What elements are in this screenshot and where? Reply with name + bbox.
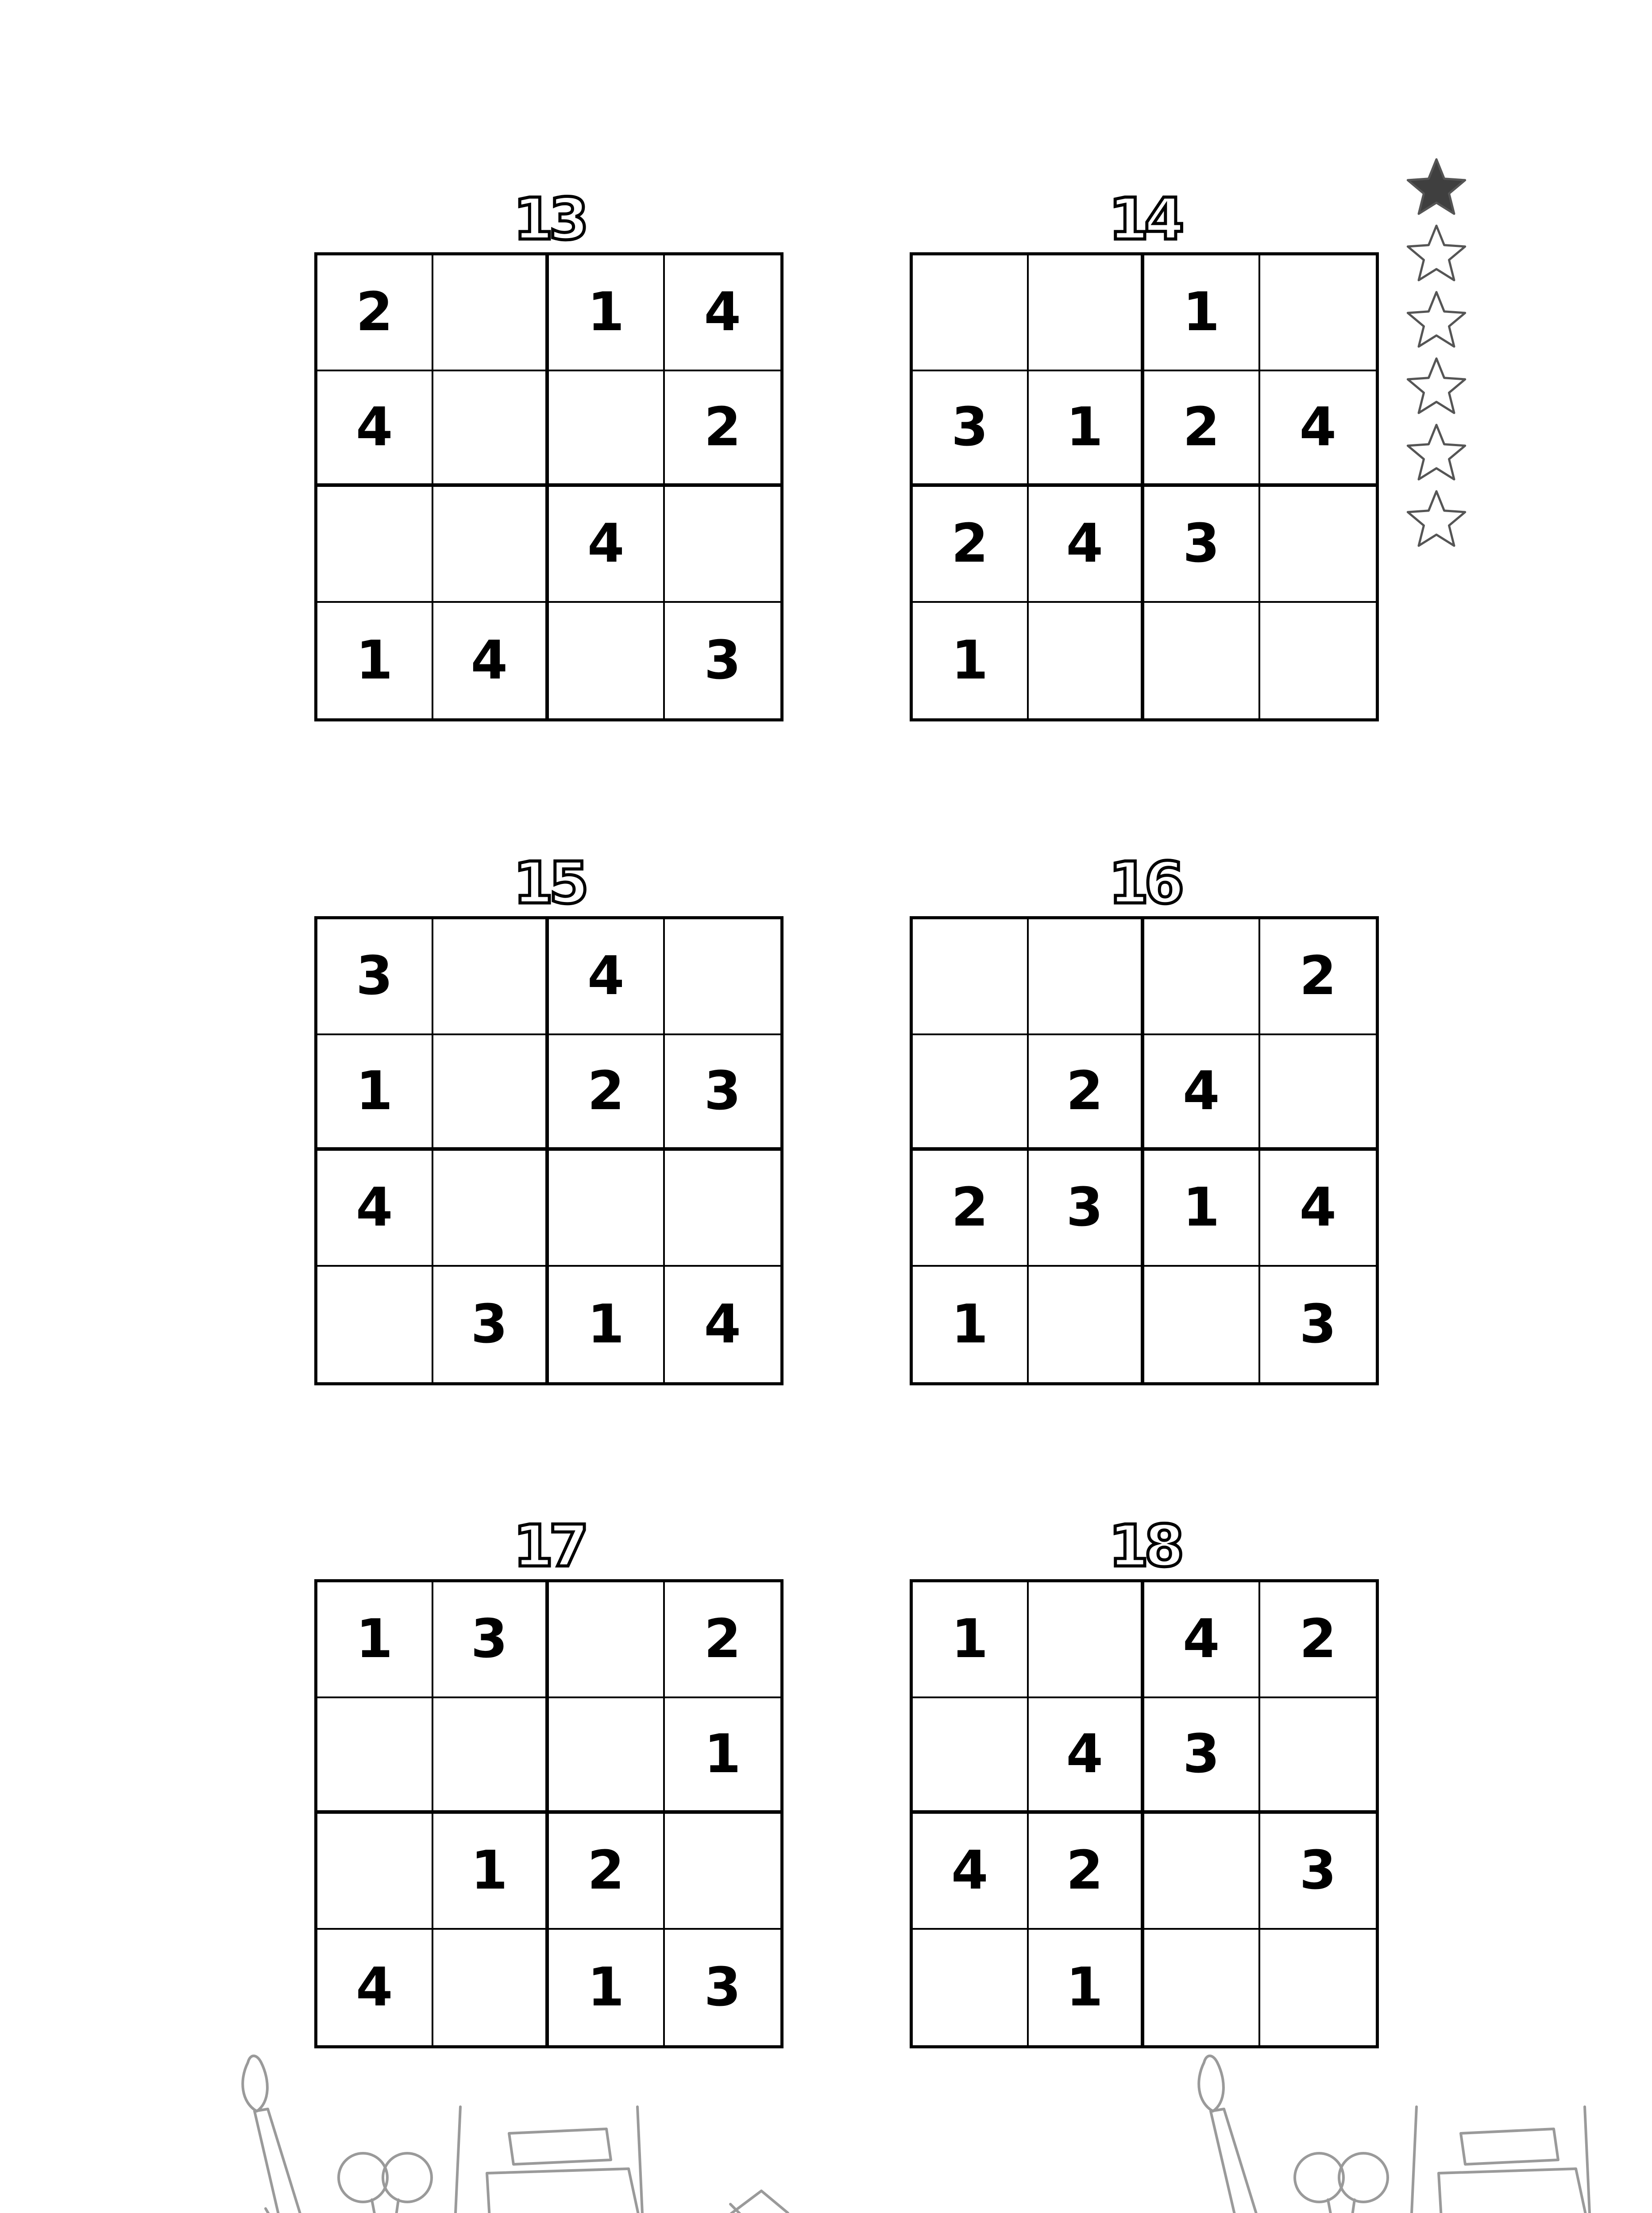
grid-cell[interactable] (317, 1814, 433, 1930)
grid-cell[interactable] (317, 487, 433, 603)
sudoku-grid (910, 252, 1379, 721)
grid-cell[interactable] (433, 371, 549, 487)
puzzle-number: 18 (1108, 1512, 1180, 1580)
grid-cell[interactable] (433, 1151, 549, 1267)
grid-cell[interactable] (433, 1035, 549, 1151)
puzzle-18 (910, 1512, 1379, 2048)
grid-cell[interactable] (1260, 487, 1376, 603)
star-empty-icon (1403, 354, 1470, 420)
grid-cell[interactable] (433, 1698, 549, 1814)
grid-cell[interactable] (1260, 1698, 1376, 1814)
grid-cell[interactable]: 4 (1260, 1151, 1376, 1267)
grid-cell[interactable]: 4 (317, 1930, 433, 2046)
grid-cell[interactable]: 1 (913, 1582, 1029, 1698)
grid-cell[interactable] (1029, 919, 1145, 1035)
puzzle-number: 16 (1108, 849, 1180, 917)
grid-cell[interactable] (665, 487, 781, 603)
grid-cell[interactable]: 2 (549, 1035, 665, 1151)
grid-cell[interactable] (549, 1698, 665, 1814)
puzzle-15 (314, 849, 784, 1385)
grid-cell[interactable] (1260, 1035, 1376, 1151)
puzzle-number: 13 (513, 185, 585, 253)
grid-cell[interactable] (665, 919, 781, 1035)
grid-cell[interactable] (665, 1814, 781, 1930)
grid-cell[interactable]: 2 (913, 1151, 1029, 1267)
grid-cell[interactable]: 4 (1029, 487, 1145, 603)
grid-cell[interactable]: 3 (1144, 1698, 1260, 1814)
star-filled-icon (1403, 155, 1470, 221)
puzzle-17 (314, 1512, 784, 2048)
grid-cell[interactable] (1260, 603, 1376, 719)
grid-cell[interactable]: 2 (317, 255, 433, 371)
grid-cell[interactable] (1260, 255, 1376, 371)
grid-cell[interactable] (913, 1035, 1029, 1151)
grid-cell[interactable] (1144, 603, 1260, 719)
grid-cell[interactable]: 1 (913, 603, 1029, 719)
grid-cell[interactable]: 4 (665, 1267, 781, 1383)
puzzle-16 (910, 849, 1379, 1385)
star-empty-icon (1403, 221, 1470, 288)
grid-cell[interactable] (1144, 1930, 1260, 2046)
grid-cell[interactable]: 2 (913, 487, 1029, 603)
grid-cell[interactable] (913, 919, 1029, 1035)
grid-cell[interactable]: 2 (665, 371, 781, 487)
grid-cell[interactable]: 4 (549, 919, 665, 1035)
grid-cell[interactable] (433, 1930, 549, 2046)
grid-cell[interactable]: 2 (665, 1582, 781, 1698)
grid-cell[interactable]: 3 (665, 1930, 781, 2046)
grid-cell[interactable]: 1 (1144, 1151, 1260, 1267)
sudoku-grid (314, 916, 784, 1385)
grid-cell[interactable]: 3 (1260, 1267, 1376, 1383)
grid-cell[interactable] (1029, 1582, 1145, 1698)
grid-cell[interactable] (1144, 919, 1260, 1035)
difficulty-rating (1403, 155, 1474, 553)
grid-cell[interactable] (913, 1930, 1029, 2046)
puzzle-14 (910, 185, 1379, 721)
grid-cell[interactable] (1144, 1267, 1260, 1383)
grid-cell[interactable]: 3 (665, 603, 781, 719)
grid-cell[interactable]: 1 (317, 1582, 433, 1698)
grid-cell[interactable]: 4 (549, 487, 665, 603)
paintbrush-icon (243, 2056, 305, 2213)
sudoku-grid (314, 1579, 784, 2048)
grid-cell[interactable]: 1 (433, 1814, 549, 1930)
sudoku-grid (314, 252, 784, 721)
grid-cell[interactable] (1029, 1267, 1145, 1383)
grid-cell[interactable]: 4 (913, 1814, 1029, 1930)
scissors-icon (1295, 2153, 1388, 2213)
grid-cell[interactable]: 3 (1260, 1814, 1376, 1930)
grid-cell[interactable] (1029, 255, 1145, 371)
sudoku-grid (910, 916, 1379, 1385)
grid-cell[interactable]: 2 (1029, 1035, 1145, 1151)
grid-cell[interactable]: 2 (549, 1814, 665, 1930)
grid-cell[interactable]: 4 (1029, 1698, 1145, 1814)
grid-cell[interactable] (317, 1698, 433, 1814)
grid-cell[interactable] (665, 1151, 781, 1267)
grid-cell[interactable]: 3 (665, 1035, 781, 1151)
grid-cell[interactable]: 2 (1144, 371, 1260, 487)
grid-cell[interactable]: 1 (549, 255, 665, 371)
grid-cell[interactable] (549, 371, 665, 487)
grid-cell[interactable]: 3 (433, 1267, 549, 1383)
grid-cell[interactable]: 3 (1144, 487, 1260, 603)
star-empty-icon (1403, 487, 1470, 553)
grid-cell[interactable]: 1 (665, 1698, 781, 1814)
grid-cell[interactable] (549, 1582, 665, 1698)
grid-cell[interactable]: 3 (433, 1582, 549, 1698)
grid-cell[interactable] (913, 1698, 1029, 1814)
grid-cell[interactable] (317, 1267, 433, 1383)
grid-cell[interactable]: 4 (317, 1151, 433, 1267)
grid-cell[interactable]: 2 (1260, 919, 1376, 1035)
grid-cell[interactable] (1144, 1814, 1260, 1930)
grid-cell[interactable] (1260, 1930, 1376, 2046)
grid-cell[interactable]: 4 (1144, 1035, 1260, 1151)
grid-cell[interactable]: 4 (1260, 371, 1376, 487)
grid-cell[interactable]: 1 (317, 1035, 433, 1151)
sudoku-grid (910, 1579, 1379, 2048)
school-supplies-decoration (0, 2045, 1652, 2213)
grid-cell[interactable]: 4 (433, 603, 549, 719)
grid-cell[interactable] (549, 603, 665, 719)
grid-cell[interactable] (433, 255, 549, 371)
puzzle-13 (314, 185, 784, 721)
backpack-icon (443, 2107, 655, 2213)
stapler-icon (708, 2191, 788, 2213)
grid-cell[interactable]: 1 (317, 603, 433, 719)
star-empty-icon (1403, 420, 1470, 487)
backpack-icon (1408, 2107, 1594, 2213)
pencil-icon (66, 2209, 1195, 2213)
grid-cell[interactable]: 4 (317, 371, 433, 487)
grid-cell[interactable]: 1 (1144, 255, 1260, 371)
grid-cell[interactable]: 4 (665, 255, 781, 371)
grid-cell[interactable]: 3 (913, 371, 1029, 487)
grid-cell[interactable]: 2 (1260, 1582, 1376, 1698)
puzzle-number: 14 (1108, 185, 1180, 253)
grid-cell[interactable]: 3 (1029, 1151, 1145, 1267)
grid-cell[interactable]: 4 (1144, 1582, 1260, 1698)
grid-cell[interactable]: 1 (1029, 1930, 1145, 2046)
grid-cell[interactable] (433, 487, 549, 603)
grid-cell[interactable]: 3 (317, 919, 433, 1035)
grid-cell[interactable] (433, 919, 549, 1035)
grid-cell[interactable] (549, 1151, 665, 1267)
star-empty-icon (1403, 288, 1470, 354)
grid-cell[interactable]: 2 (1029, 1814, 1145, 1930)
scissors-icon (339, 2153, 432, 2213)
grid-cell[interactable]: 1 (549, 1267, 665, 1383)
grid-cell[interactable]: 1 (913, 1267, 1029, 1383)
grid-cell[interactable] (913, 255, 1029, 371)
grid-cell[interactable]: 1 (1029, 371, 1145, 487)
grid-cell[interactable] (1029, 603, 1145, 719)
paintbrush-icon (1199, 2056, 1262, 2213)
puzzle-number: 15 (513, 849, 585, 917)
puzzle-number: 17 (513, 1512, 585, 1580)
grid-cell[interactable]: 1 (549, 1930, 665, 2046)
